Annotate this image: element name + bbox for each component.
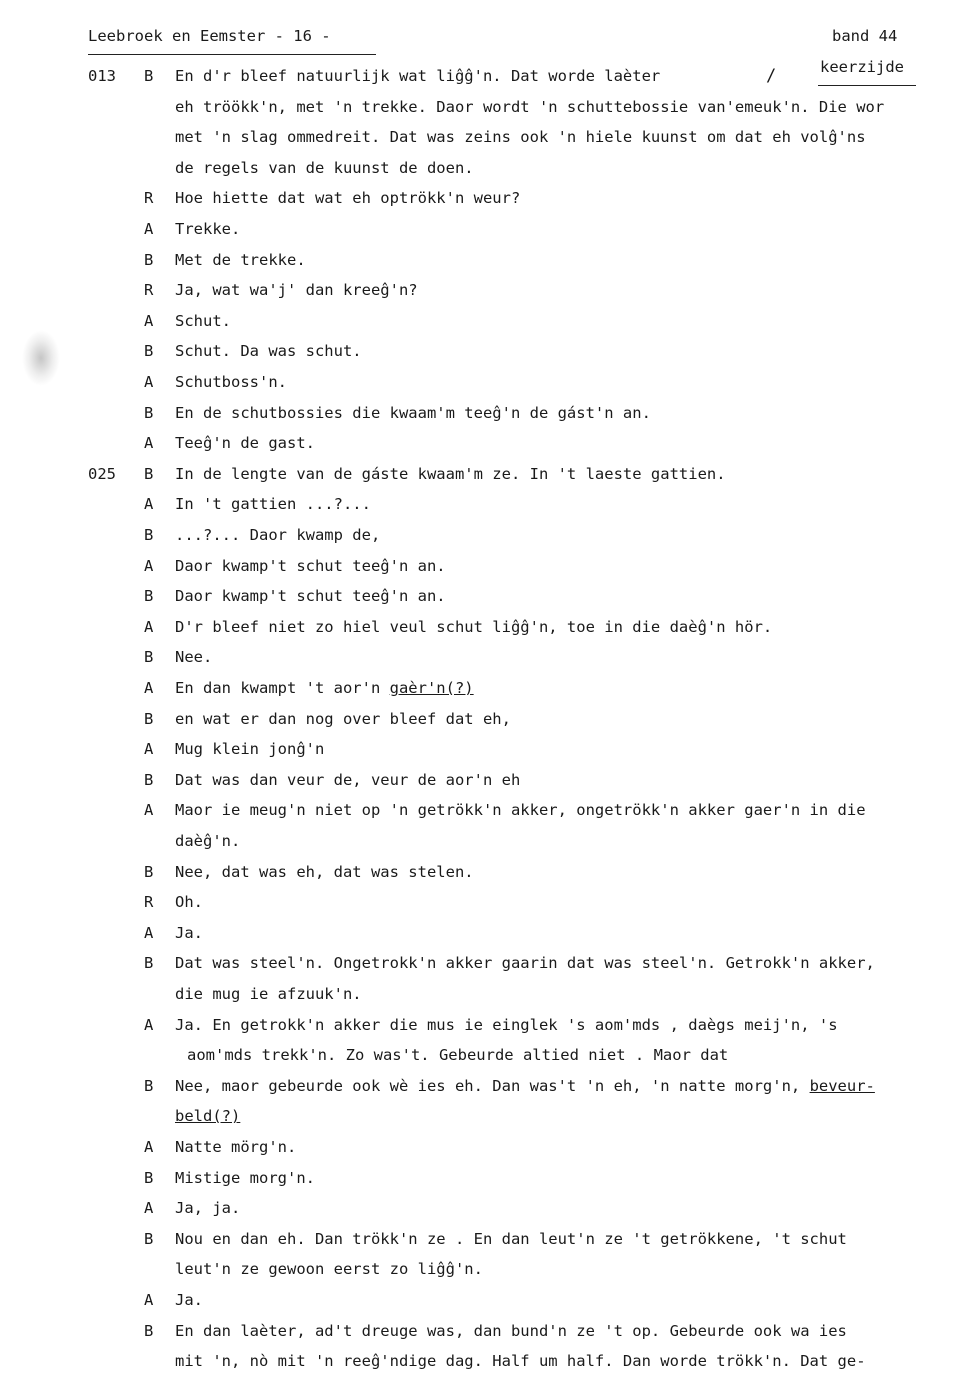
page-title: Leebroek en Eemster - 16 - <box>88 27 331 45</box>
speaker-label: B <box>144 403 154 422</box>
speaker-label: A <box>144 740 154 759</box>
line-text: In de lengte van de gáste kwaam'm ze. In 't laeste gattien. <box>175 464 726 483</box>
transcript-line <box>0 648 973 672</box>
speaker-label: A <box>144 220 154 238</box>
line-text: Oh. <box>175 893 203 912</box>
speaker-label: A <box>144 679 154 697</box>
line-text: Ja. En getrokk'n akker die mus ie einglek 's aom'mds , daègs meij'n, 's <box>175 1015 838 1034</box>
transcript-line <box>0 251 973 275</box>
side-note: keerzijde <box>820 58 904 76</box>
line-text: Ja. <box>175 923 203 942</box>
speaker-label: B <box>144 587 154 606</box>
line-text: Schut. Da was schut. <box>175 342 362 361</box>
transcript-line <box>0 495 973 519</box>
line-text: ...?... Daor kwamp de, <box>175 526 381 544</box>
transcript-line <box>0 67 973 91</box>
transcript-line <box>0 1077 973 1101</box>
transcript-line <box>0 1230 973 1254</box>
speaker-label: A <box>144 1291 154 1309</box>
line-text: leut'n ze gewoon eerst zo liĝĝ'n. <box>175 1260 483 1279</box>
transcript-line <box>0 220 973 244</box>
line-text: Hoe hiette dat wat eh optrökk'n weur? <box>175 189 521 208</box>
transcript-line <box>0 618 973 642</box>
line-text <box>175 1107 240 1125</box>
transcript-line <box>0 1016 973 1040</box>
line-text: Trekke. <box>175 220 241 238</box>
line-text: mit 'n, nò mit 'n reeĝ'ndige dag. Half um half. Dan worde trökk'n. Dat ge- <box>175 1352 866 1371</box>
speaker-label: B <box>144 1321 154 1340</box>
underlined-word: beld(?) <box>175 1107 241 1126</box>
speaker-label: R <box>144 281 154 300</box>
speaker-label: A <box>144 1199 154 1218</box>
speaker-label: B <box>144 1229 154 1248</box>
line-text: Daor kwamp't schut teeĝ'n an. <box>175 587 446 606</box>
transcript-line <box>0 159 973 183</box>
line-text: Schutboss'n. <box>175 373 287 391</box>
speaker-label: A <box>144 923 154 942</box>
speaker-label: A <box>144 373 154 391</box>
underlined-word: beveur- <box>809 1076 875 1095</box>
slash-mark: / <box>766 66 777 86</box>
transcript-line <box>0 1260 973 1284</box>
line-text: Nee, maor gebeurde ook wè ies eh. Dan was't 'n eh, 'n natte morg'n, beveur- <box>175 1076 875 1095</box>
transcript-line <box>0 1046 973 1070</box>
line-text: Nou en dan eh. Dan trökk'n ze . En dan leut'n ze 't getrökkene, 't schut <box>175 1229 847 1248</box>
underlined-word: gaèr'n(?) <box>389 679 474 697</box>
line-text: die mug ie afzuuk'n. <box>175 985 362 1003</box>
line-text: met 'n slag ommedreit. Dat was zeins ook 'n hiele kuunst om dat eh volĝ'ns <box>175 128 866 147</box>
speaker-label: R <box>144 893 154 912</box>
transcript-line <box>0 526 973 550</box>
speaker-label: B <box>144 709 154 728</box>
line-text: Mistige morg'n. <box>175 1168 315 1187</box>
line-text: En dan kwampt 't aor'n gaèr'n(?) <box>175 679 474 697</box>
transcript-line <box>0 1199 973 1223</box>
speaker-label: B <box>144 464 154 483</box>
line-text: Schut. <box>175 311 231 330</box>
transcript-line <box>0 342 973 366</box>
line-text: Maor ie meug'n niet op 'n getrökk'n akker, ongetrökk'n akker gaer'n in die <box>175 801 866 820</box>
line-text: Teeĝ'n de gast. <box>175 434 315 453</box>
transcript-line <box>0 1107 973 1131</box>
transcript-line <box>0 281 973 305</box>
line-text: Mug klein jonĝ'n <box>175 740 325 759</box>
transcript-line <box>0 893 973 917</box>
line-text: de regels van de kuunst de doen. <box>175 158 474 177</box>
speaker-label: A <box>144 617 154 636</box>
speaker-label: A <box>144 434 154 453</box>
transcript-line <box>0 1352 973 1376</box>
transcript-line <box>0 557 973 581</box>
line-text: Dat was steel'n. Ongetrokk'n akker gaarin dat was steel'n. Getrokk'n akker, <box>175 954 875 973</box>
transcript-line <box>0 404 973 428</box>
line-number: 025 <box>88 464 116 483</box>
line-text: Ja, ja. <box>175 1199 241 1218</box>
transcript-line <box>0 863 973 887</box>
transcript-line <box>0 98 973 122</box>
speaker-label: A <box>144 495 154 514</box>
transcript-line <box>0 832 973 856</box>
speaker-label: B <box>144 342 154 361</box>
speaker-label: B <box>144 1168 154 1187</box>
speaker-label: A <box>144 556 154 575</box>
transcript-line <box>0 434 973 458</box>
line-text: eh tröökk'n, met 'n trekke. Daor wordt 'n schuttebossie van'emeuk'n. Die wor <box>175 97 885 116</box>
line-text: en wat er dan nog over bleef dat eh, <box>175 709 511 728</box>
speaker-label: A <box>144 311 154 330</box>
speaker-label: B <box>144 862 154 881</box>
line-number: 013 <box>88 67 116 85</box>
speaker-label: A <box>144 801 154 820</box>
line-text: Nee, dat was eh, dat was stelen. <box>175 862 474 881</box>
transcript-line <box>0 373 973 397</box>
transcript-line <box>0 1169 973 1193</box>
transcript-line <box>0 1138 973 1162</box>
line-text: Dat was dan veur de, veur de aor'n eh <box>175 770 521 789</box>
transcript-line <box>0 189 973 213</box>
line-text: En d'r bleef natuurlijk wat liĝĝ'n. Dat worde laèter <box>175 67 661 85</box>
transcript-line <box>0 710 973 734</box>
line-text: Natte mörg'n. <box>175 1138 297 1156</box>
speaker-label: R <box>144 189 154 208</box>
transcript-line <box>0 985 973 1009</box>
transcript-line <box>0 465 973 489</box>
line-text: Nee. <box>175 648 213 667</box>
transcript-line <box>0 740 973 764</box>
transcript-line <box>0 1291 973 1315</box>
speaker-label: B <box>144 648 154 667</box>
speaker-label: B <box>144 954 154 973</box>
transcript-line <box>0 954 973 978</box>
transcript-line <box>0 587 973 611</box>
transcript-line <box>0 1322 973 1346</box>
line-text: daèĝ'n. <box>175 832 241 850</box>
transcript-line <box>0 312 973 336</box>
speaker-label: A <box>144 1138 154 1156</box>
line-text: En dan laèter, ad't dreuge was, dan bund'n ze 't op. Gebeurde ook wa ies <box>175 1321 847 1340</box>
band-label: band 44 <box>832 27 898 45</box>
speaker-label: B <box>144 1076 154 1095</box>
transcript-line <box>0 679 973 703</box>
speaker-label: A <box>144 1015 154 1034</box>
line-text: En de schutbossies die kwaam'm teeĝ'n de gást'n an. <box>175 403 651 422</box>
transcript-line <box>0 801 973 825</box>
line-text: aom'mds trekk'n. Zo was't. Gebeurde altied niet . Maor dat <box>187 1046 729 1065</box>
line-text: Ja. <box>175 1291 203 1309</box>
transcript-line <box>0 128 973 152</box>
line-text: In 't gattien ...?... <box>175 495 371 514</box>
line-text: Met de trekke. <box>175 250 306 269</box>
speaker-label: B <box>144 770 154 789</box>
transcript-line <box>0 924 973 948</box>
speaker-label: B <box>144 526 154 544</box>
speaker-label: B <box>144 250 154 269</box>
line-text: Ja, wat wa'j' dan kreeĝ'n? <box>175 281 418 300</box>
transcript-line <box>0 771 973 795</box>
line-text: D'r bleef niet zo hiel veul schut liĝĝ'n, toe in die daèĝ'n hör. <box>175 617 773 636</box>
line-text: Daor kwamp't schut teeĝ'n an. <box>175 556 446 575</box>
speaker-label: B <box>144 67 154 85</box>
